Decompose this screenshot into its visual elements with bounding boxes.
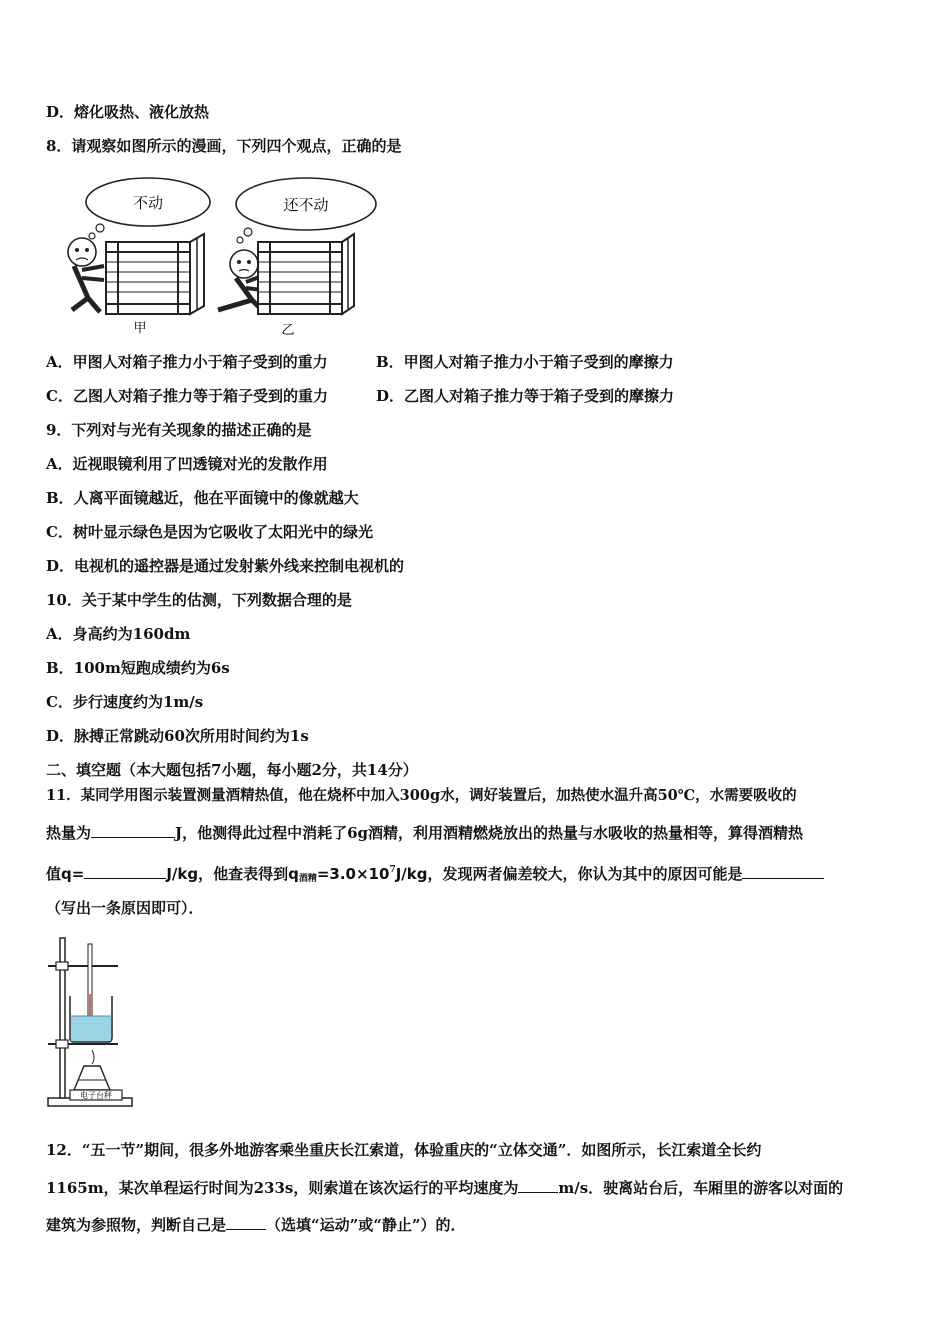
q8-option-c: C．乙图人对箱子推力等于箱子受到的重力 xyxy=(46,387,328,405)
q8-option-b: B．甲图人对箱子推力小于箱子受到的摩擦力 xyxy=(376,353,674,371)
q12-line-2b: m/s．驶离站台后，车厢里的游客以对面的 xyxy=(558,1179,844,1197)
q12-line-2 xyxy=(46,1178,843,1198)
q11-line-3a: 值q= xyxy=(46,865,85,883)
q11-sub-alcohol: 酒精 xyxy=(298,874,317,884)
q12-line-3 xyxy=(46,1215,466,1235)
q11-line-3c: =3.0×10 xyxy=(316,865,390,883)
label-yi: 乙 xyxy=(281,323,295,338)
q11-blank-heat[interactable] xyxy=(91,823,175,838)
q12-line-3a: 建筑为参照物，判断自己是 xyxy=(46,1216,227,1234)
q10-option-a: A．身高约为160dm xyxy=(46,625,191,643)
person-left xyxy=(68,238,104,312)
q11-line-1: 11．某同学用图示装置测量酒精热值，他在烧杯中加入300g水，调好装置后，加热使水温升高50℃，水需要吸收的 xyxy=(46,787,797,804)
q10-option-c: C．步行速度约为1m/s xyxy=(46,693,204,711)
q12-line-2a: 1165m，某次单程运行时间为233s，则索道在该次运行的平均速度为 xyxy=(46,1179,519,1197)
q12-blank-speed[interactable] xyxy=(518,1178,558,1193)
q9-option-b: B．人离平面镜越近，他在平面镜中的像就越大 xyxy=(46,489,359,507)
crate-left xyxy=(106,234,204,314)
q11-line-2 xyxy=(46,823,803,843)
q12-blank-motion[interactable] xyxy=(226,1215,266,1230)
q12-line-3b: （选填“运动”或“静止”）的． xyxy=(266,1216,466,1234)
q12-line-1: 12．“五一节”期间，很多外地游客乘坐重庆长江索道，体验重庆的“立体交通”．如图所示，长江索道全长约 xyxy=(46,1141,762,1159)
q8-cartoon-figure xyxy=(48,170,388,340)
q11-apparatus-figure xyxy=(44,934,136,1114)
q9-option-a: A．近视眼镜利用了凹透镜对光的发散作用 xyxy=(46,455,328,473)
scale-label: 电子台秤 xyxy=(80,1091,112,1100)
q11-blank-reason[interactable] xyxy=(742,864,824,879)
q8-option-a: A．甲图人对箱子推力小于箱子受到的重力 xyxy=(46,353,328,371)
q11-line-4: （写出一条原因即可）． xyxy=(46,899,204,917)
crate-right xyxy=(258,234,354,314)
section-2-title: 二、填空题（本大题包括7小题，每小题2分，共14分） xyxy=(46,761,418,779)
q10-option-b: B．100m短跑成绩约为6s xyxy=(46,659,230,677)
q8-option-d: D．乙图人对箱子推力等于箱子受到的摩擦力 xyxy=(376,387,675,405)
person-right xyxy=(218,250,262,310)
q11-line-2a: 热量为 xyxy=(46,824,92,842)
label-jia: 甲 xyxy=(133,321,147,336)
q10-stem: 10．关于某中学生的估测，下列数据合理的是 xyxy=(46,591,352,609)
bubble-text-right: 还不动 xyxy=(283,196,329,214)
q9-stem: 9．下列对与光有关现象的描述正确的是 xyxy=(46,421,312,439)
q11-line-3d: J/kg，发现两者偏差较大，你认为其中的原因可能是 xyxy=(395,865,743,883)
q8-stem: 8．请观察如图所示的漫画，下列四个观点，正确的是 xyxy=(46,137,402,155)
q11-line-3 xyxy=(46,860,824,889)
q9-option-c: C．树叶显示绿色是因为它吸收了太阳光中的绿光 xyxy=(46,523,373,541)
q11-blank-q[interactable] xyxy=(84,864,166,879)
q11-sup-7: 7 xyxy=(389,865,396,875)
q9-option-d: D．电视机的遥控器是通过发射紫外线来控制电视机的 xyxy=(46,557,405,575)
bubble-text-left: 不动 xyxy=(132,194,164,212)
thought-bubble-left xyxy=(86,178,210,239)
q10-option-d: D．脉搏正常跳动60次所用时间约为1s xyxy=(46,727,309,745)
q11-line-2b: J，他测得此过程中消耗了6g酒精，利用酒精燃烧放出的热量与水吸收的热量相等，算得酒精热 xyxy=(175,824,804,842)
q11-line-3b: J/kg，他查表得到q xyxy=(166,865,299,883)
q7-option-d: D．熔化吸热、液化放热 xyxy=(46,103,210,121)
